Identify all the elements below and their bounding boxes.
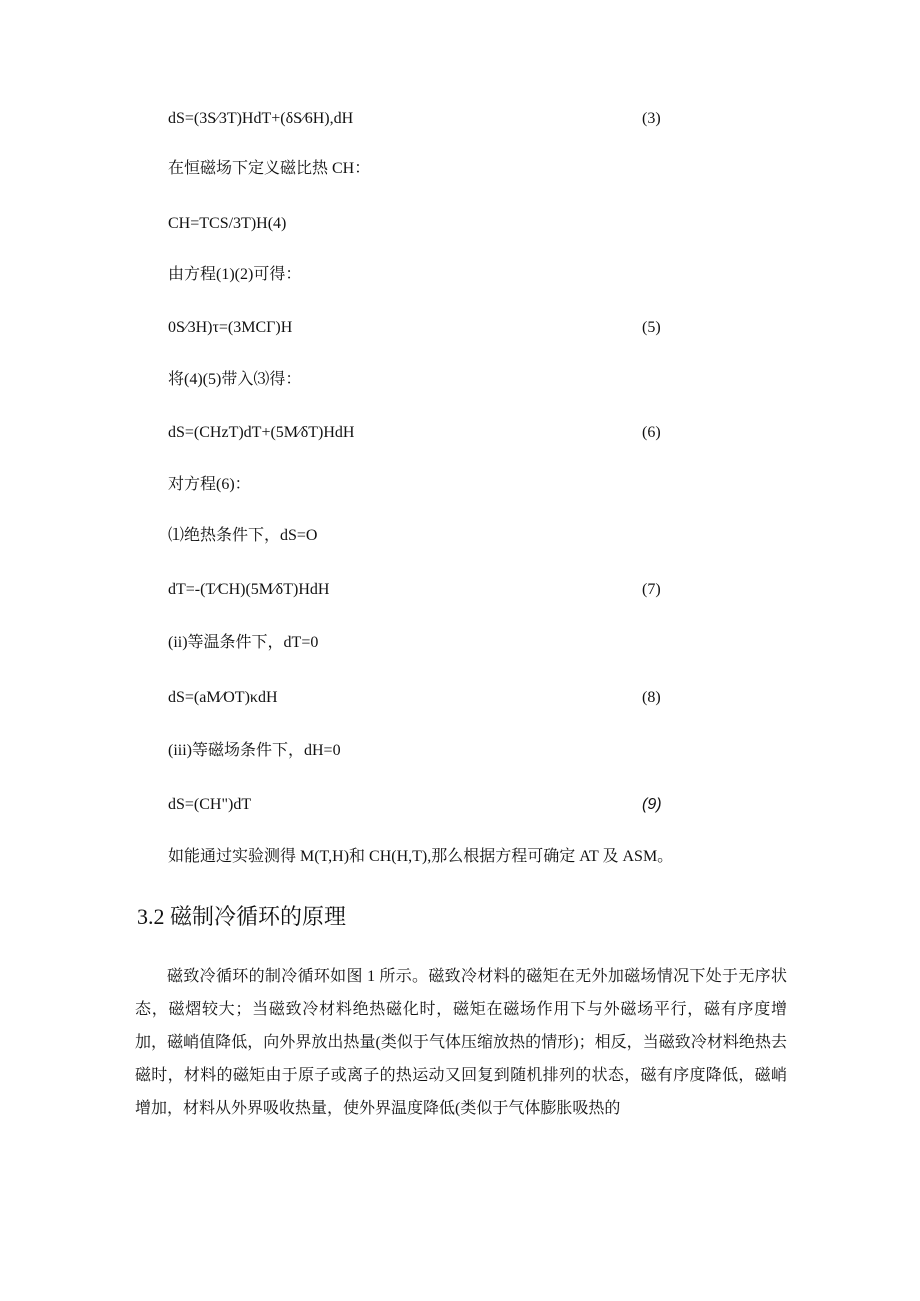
equation-9: dS=(CH")dT	[168, 796, 252, 813]
equation-number-9: (9)	[642, 796, 662, 813]
equation-4: CH=TCS/3T)H(4)	[168, 215, 287, 232]
text-line-substitute: 将(4)(5)带入⑶得：	[168, 371, 302, 388]
equation-number-6: (6)	[642, 424, 661, 441]
equation-8: dS=(aM∕OT)κdH	[168, 689, 278, 706]
text-line-adiabatic: ⑴绝热条件下，dS=O	[168, 527, 318, 544]
text-line-for-equation-6: 对方程(6)：	[168, 476, 251, 493]
equation-5: 0S∕3H)τ=(3MCΓ)H	[168, 319, 293, 336]
equation-number-8: (8)	[642, 689, 661, 706]
equation-number-7: (7)	[642, 581, 661, 598]
text-line-define-specific-heat: 在恒磁场下定义磁比热 CH：	[168, 160, 371, 177]
equation-7: dT=-(T∕CH)(5M∕δT)HdH	[168, 581, 330, 598]
text-line-from-equations: 由方程(1)(2)可得：	[168, 266, 302, 283]
equation-number-3: (3)	[642, 110, 661, 127]
text-line-measurement: 如能通过实验测得 M(T,H)和 CH(H,T),那么根据方程可确定 AT 及 ASM。	[168, 848, 674, 865]
equation-6: dS=(CHzT)dT+(5M∕δT)HdH	[168, 424, 355, 441]
text-line-isothermal: (ii)等温条件下，dT=0	[168, 634, 319, 651]
text-line-isofield: (iii)等磁场条件下，dH=0	[168, 742, 341, 759]
section-paragraph: 磁致冷循环的制冷循环如图 1 所示。磁致冷材料的磁矩在无外加磁场情况下处于无序状态，磁熠较大；当磁致冷材料绝热磁化时，磁矩在磁场作用下与外磁场平行，磁有序度增加，磁峭值降低，向外界放出热量(类似于气体压缩放热的情形)；相反，当磁致冷材料绝热去磁时，材料的磁矩由于原子或离子的热运动又回复到随机排列的状态，磁有序度降低，磁峭增加，材料从外界吸收热量，使外界温度降低(类似于气体膨胀吸热的	[135, 968, 787, 1117]
equation-3: dS=(3S∕3T)HdT+(δS∕6H),dH	[168, 110, 354, 127]
section-heading: 3.2 磁制冷循环的原理	[137, 904, 347, 929]
equation-number-5: (5)	[642, 319, 661, 336]
